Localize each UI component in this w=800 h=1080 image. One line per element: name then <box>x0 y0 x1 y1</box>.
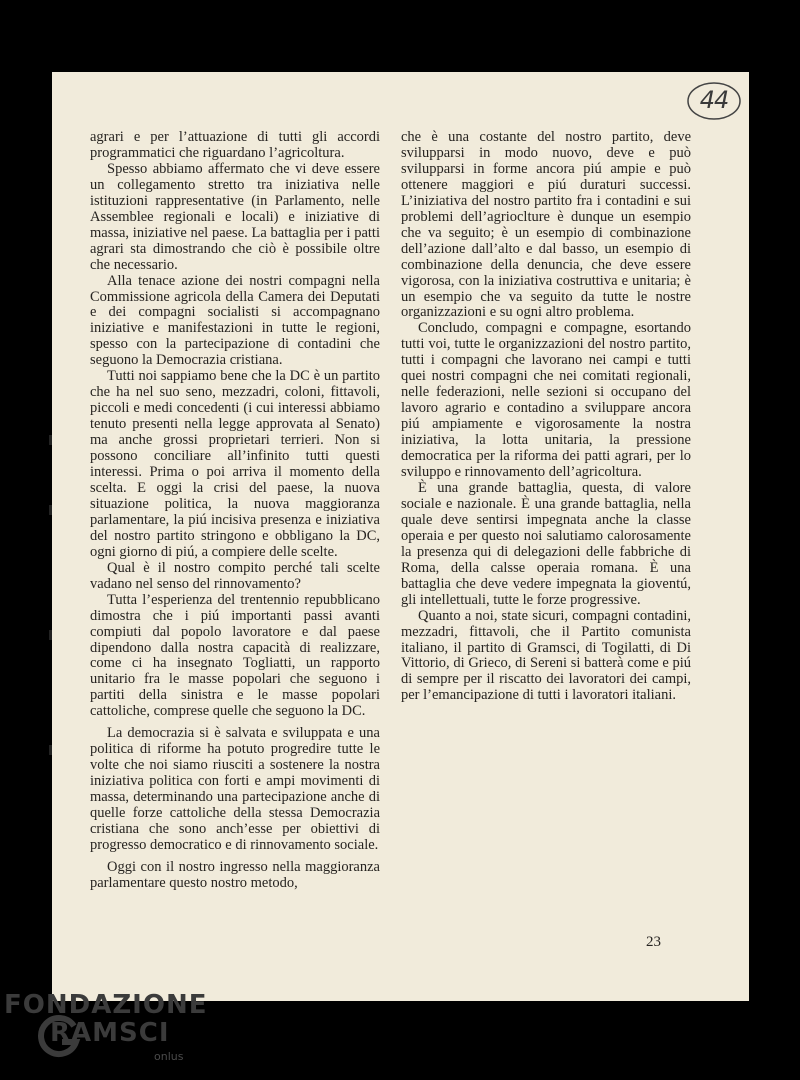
fondazione-gramsci-watermark <box>4 990 208 1080</box>
binding-tick <box>49 630 52 640</box>
handwritten-number: 44 <box>699 86 729 114</box>
left-column <box>90 130 380 892</box>
paragraph: Spesso abbiamo affermato che vi deve essere un collegamento stretto tra iniziativa nelle istituzioni rappresentative (in Parlamento, nelle Assemblee regionali e locali) e iniziative di massa, iniziative nel paese. La battaglia per i patti agrari sta dimostrando che ciò è possibile oltre che necessario. <box>90 160 380 273</box>
binding-tick <box>49 505 52 515</box>
paragraph: Alla tenace azione dei nostri compagni nella Commissione agricola della Camera dei Deputati e dei compagni socialisti si accompagnano iniziative e manifestazioni in tutte le regioni, spesso con la partecipazione di contadini che seguono la Democrazia cristiana. <box>90 272 380 369</box>
paragraph: Tutti noi sappiamo bene che la DC è un partito che ha nel suo seno, mezzadri, coloni, fittavoli, piccoli e medi concedenti (i cui interessi abbiamo tenuto presenti nella legge approvata al Senato) ma anche grossi proprietari terrieri. Non si possono conciliare all’infinito tutti questi interessi. Prima o poi arriva il momento della scelta. E oggi la crisi del paese, la nuova situazione politica, la nuova maggioranza parlamentare, la piú incisiva presenza e iniziativa del nostro partito stringono e obbligano la DC, ogni giorno di piú, a compiere delle scelte. <box>90 368 380 560</box>
paragraph: agrari e per l’attuazione di tutti gli accordi programmatici che riguardano l’agricoltura. <box>90 129 380 161</box>
watermark-line2: RAMSCI <box>50 1018 170 1048</box>
page-number: 23 <box>646 934 661 950</box>
document-page <box>52 72 749 1001</box>
paragraph: che è una costante del nostro partito, deve svilupparsi in modo nuovo, deve e può svilupparsi in forme ancora piú ampie e può ottenere maggiori e piú duraturi successi. L’iniziativa del nostro partito fra i contadini e sui problemi dell’agrioclture è dunque un esempio che va seguito; è un esempio di combinazione dell’azione dall’alto e dal basso, un esempio di combinazione della denuncia, che deve essere vigorosa, con la iniziativa costruttiva e unitaria; è un esempio che va seguito da tutte le nostre organizzazioni e su ogni altro problema. <box>401 129 691 321</box>
paragraph: Oggi con il nostro ingresso nella maggioranza parlamentare questo nostro metodo, <box>90 858 380 891</box>
paragraph: Qual è il nostro compito perché tali scelte vadano nel senso del rinnovamento? <box>90 559 380 592</box>
paragraph: Tutta l’esperienza del trentennio repubblicano dimostra che i piú importanti passi avanti compiuti dal popolo lavoratore e dal paese dipendono dalla nostra capacità di realizzare, come ci ha insegnato Togliatti, un rapporto unitario fra le masse popolari che seguono i partiti della sinistra e le masse popolari cattoliche, comprese quelle che seguono la DC. <box>90 591 380 720</box>
right-column <box>401 130 691 704</box>
binding-tick <box>49 435 52 445</box>
paragraph: La democrazia si è salvata e sviluppata e una politica di riforme ha potuto progredire tutte le volte che noi siamo riusciti a sostenere la nostra iniziativa politica con forti e ampi movimenti di massa, determinando una partecipazione anche di quelle forze cattoliche della stessa Democrazia cristiana che sono anch’esse per obiettivi di progresso democratico e di rinnovamento sociale. <box>90 725 380 853</box>
paragraph: Quanto a noi, state sicuri, compagni contadini, mezzadri, fittavoli, che il Partito comunista italiano, il partito di Gramsci, di Togilatti, di Di Vittorio, di Grieco, di Sereni si batterà come e piú di sempre per il riscatto dei lavoratori dei campi, per l’emancipazione di tutti i lavoratori italiani. <box>401 607 691 704</box>
watermark-line1: FONDAZIONE <box>4 990 208 1020</box>
paragraph: È una grande battaglia, questa, di valore sociale e nazionale. È una grande battaglia, nella quale deve sentirsi impegnata anche la classe operaia e per questo noi salutiamo calorosamente la presenza qui di delegazioni delle fabbriche di Roma, della calsse operaia romana. È una battaglia che deve vedere impegnata la gioventú, gli intellettuali, tutte le forze progressive. <box>401 479 691 608</box>
handwritten-page-mark <box>685 80 743 122</box>
paragraph: Concludo, compagni e compagne, esortando tutti voi, tutte le organizzazioni del nostro partito, tutti i compagni che lavorano nei campi e tutti quei nostri compagni che nei comitati regionali, nelle federazioni, nelle sezioni si occupano del lavoro agrario e contadino a sviluppare ancora piú ampiamente e vigorosamente la nostra iniziativa, la lotta unitaria, la pressione democratica per la riforma dei patti agrari, per lo sviluppo e rinnovamento dell’agricoltura. <box>401 320 691 481</box>
binding-tick <box>49 745 52 755</box>
watermark-sub: onlus <box>154 1050 184 1063</box>
